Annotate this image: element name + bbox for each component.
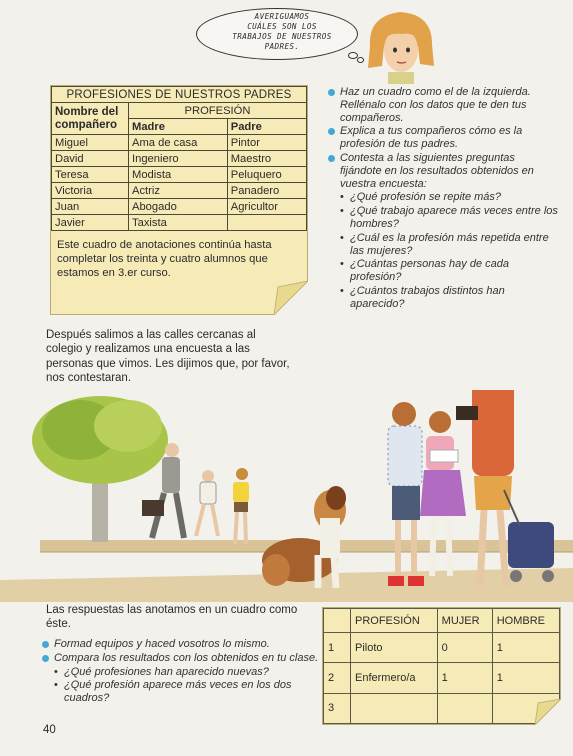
table-row: Victoria Actriz Panadero bbox=[52, 183, 307, 199]
table-row: David Ingeniero Maestro bbox=[52, 151, 307, 167]
girl-illustration bbox=[362, 6, 440, 84]
question-item: • ¿Cuántos trabajos distintos han aparecido? bbox=[326, 285, 558, 311]
street-scene-illustration bbox=[0, 390, 573, 602]
page-number: 40 bbox=[43, 724, 56, 736]
professions-table bbox=[51, 86, 307, 231]
survey-grid bbox=[323, 608, 560, 724]
intro-paragraph: Después salimos a las calles cercanas al colegio y realizamos una encuesta a las personas que vimos. Les dijimos que, por favor, nos contestaran. bbox=[46, 329, 290, 384]
bullet-item: Formad equipos y haced vosotros lo mismo. bbox=[40, 638, 320, 651]
left-instructions bbox=[40, 638, 320, 706]
notepad-title: PROFESIONES DE NUESTROS PADRES bbox=[52, 87, 307, 103]
header-father: Padre bbox=[227, 119, 306, 135]
header-profession: PROFESIÓN bbox=[351, 609, 438, 633]
table-row: 2 Enfermero/a 1 1 bbox=[324, 663, 560, 693]
question-item: • ¿Qué profesión se repite más? bbox=[326, 191, 558, 204]
table-row: Teresa Modista Peluquero bbox=[52, 167, 307, 183]
professions-notepad bbox=[50, 85, 308, 315]
bullet-item: Haz un cuadro como el de la izquierda. Rellénalo con los datos que te den tus compañeros. bbox=[326, 86, 558, 124]
right-instructions bbox=[326, 86, 558, 312]
page-curl bbox=[274, 281, 308, 315]
notepad-note: Este cuadro de anotaciones continúa hasta completar los treinta y cuatro alumnos que estamos en 3.er curso. bbox=[57, 239, 272, 279]
boy-survey-icon bbox=[388, 402, 424, 586]
header-mother: Madre bbox=[129, 119, 228, 135]
answers-paragraph: Las respuestas las anotamos en un cuadro como éste. bbox=[46, 604, 298, 631]
page-curl bbox=[535, 699, 561, 725]
table-row: Javier Taxista bbox=[52, 215, 307, 231]
header-profession: PROFESIÓN bbox=[129, 103, 307, 119]
boy-yellow-shirt-icon bbox=[233, 468, 249, 544]
shopping-trolley-icon bbox=[504, 490, 554, 582]
table-row: 1 Piloto 0 1 bbox=[324, 633, 560, 663]
boy-running-icon bbox=[196, 470, 218, 536]
tree-icon bbox=[32, 396, 168, 542]
question-item: • ¿Qué trabajo aparece más veces entre los hombres? bbox=[326, 205, 558, 231]
table-row: 3 bbox=[324, 693, 560, 723]
header-man: HOMBRE bbox=[492, 609, 559, 633]
bullet-item: Contesta a las siguientes preguntas fijándote en los resultados obtenidos en vuestra encuesta: bbox=[326, 152, 558, 190]
question-item: • ¿Qué profesiones han aparecido nuevas? bbox=[40, 666, 320, 679]
bullet-item: Compara los resultados con los obtenidos en tu clase. bbox=[40, 652, 320, 665]
question-item: • ¿Cuántas personas hay de cada profesión? bbox=[326, 258, 558, 284]
survey-table bbox=[322, 607, 561, 725]
question-item: • ¿Cuál es la profesión más repetida entre las mujeres? bbox=[326, 232, 558, 258]
bubble-text: AVERIGUAMOS CUÁLES SON LOS TRABAJOS DE NUESTROS PADRES. bbox=[232, 12, 332, 51]
woman-icon bbox=[456, 390, 514, 586]
bullet-item: Explica a tus compañeros cómo es la profesión de tus padres. bbox=[326, 125, 558, 151]
table-row: Miguel Ama de casa Pintor bbox=[52, 135, 307, 151]
table-row: Juan Abogado Agricultor bbox=[52, 199, 307, 215]
dog-icon bbox=[262, 486, 346, 588]
question-item: • ¿Qué profesión aparece más veces en los dos cuadros? bbox=[40, 679, 320, 705]
header-name: Nombre del compañero bbox=[52, 103, 129, 135]
header-woman: MUJER bbox=[437, 609, 492, 633]
